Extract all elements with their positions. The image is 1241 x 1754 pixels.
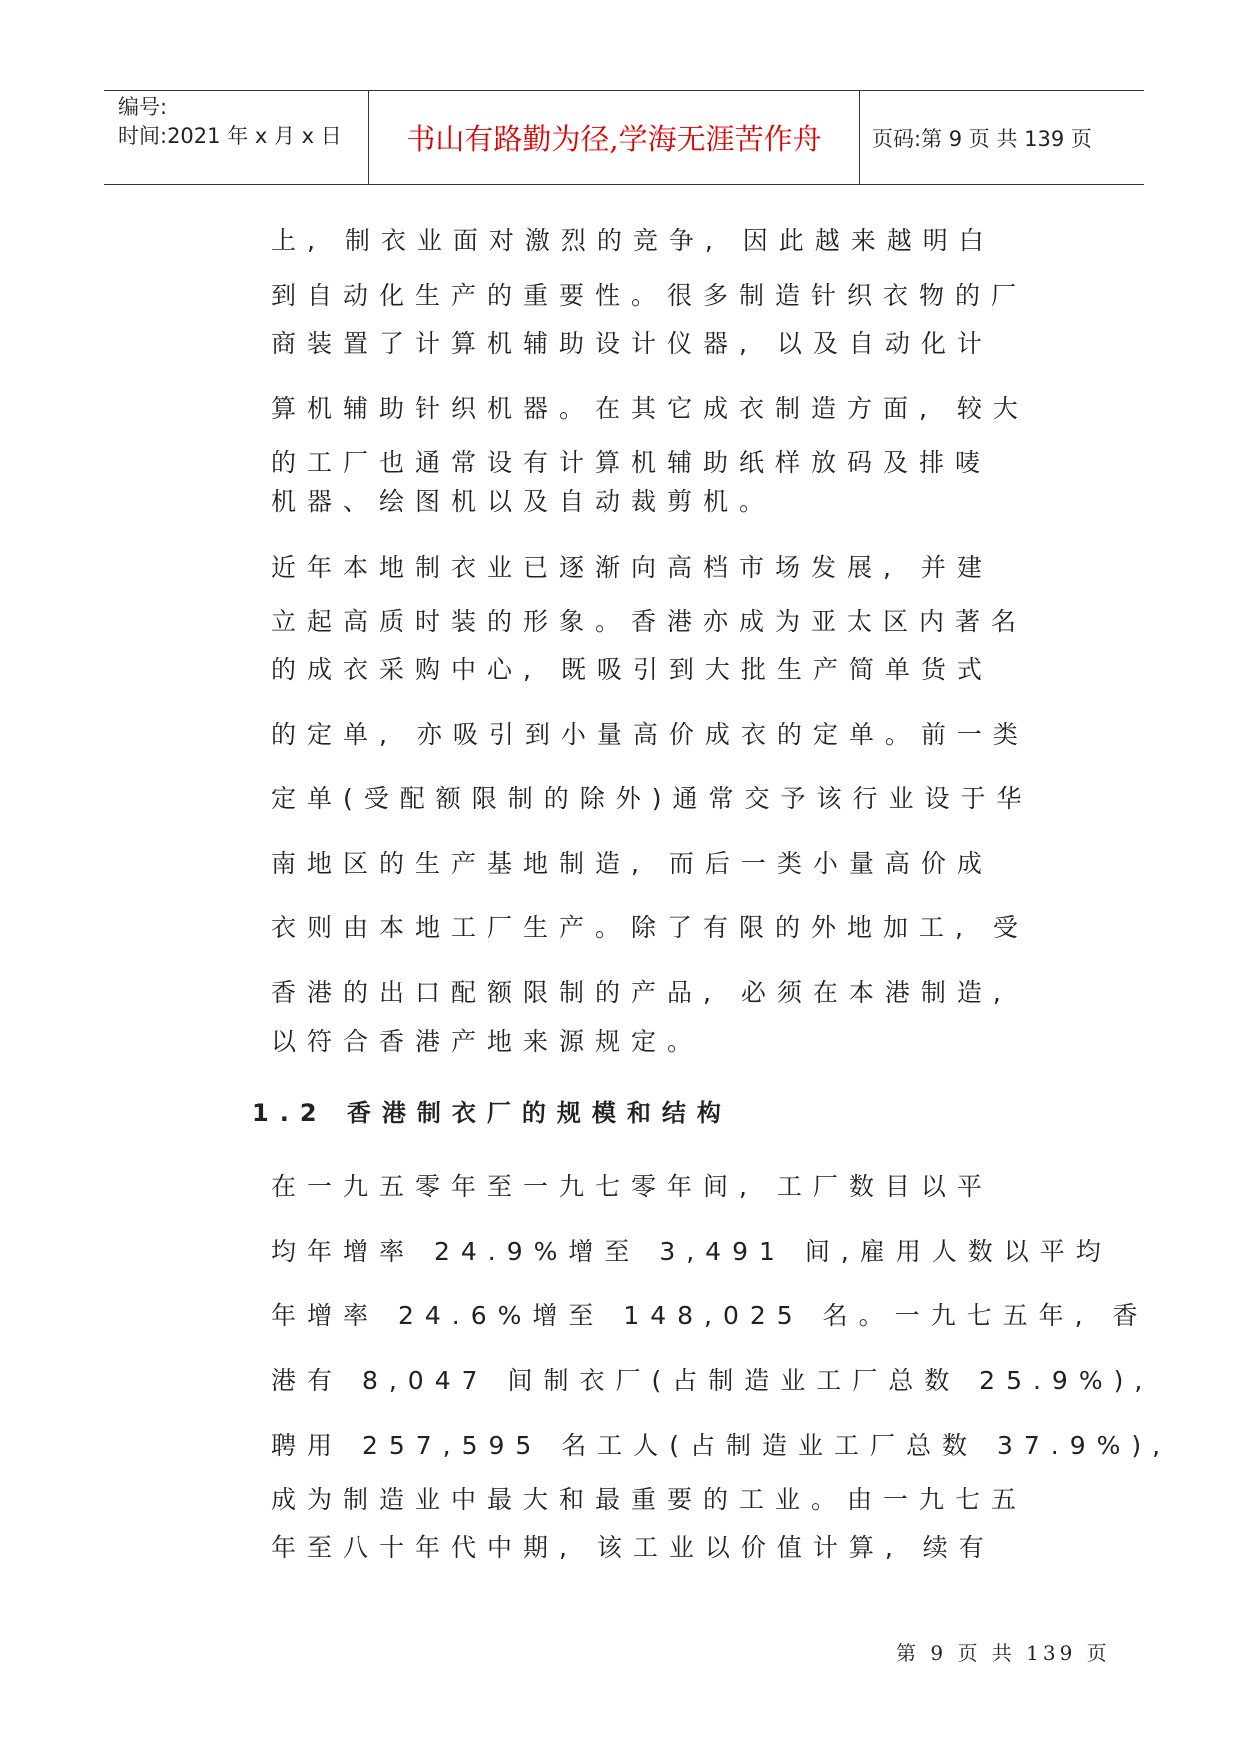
header-meta [118, 91, 358, 186]
text-line: 算机辅助针织机器。在其它成衣制造方面, 较大 [271, 394, 1029, 423]
text-line: 年增率 24.6%增至 148,025 名。一九七五年, 香 [271, 1301, 1149, 1330]
section-heading: 1.2 香港制衣厂的规模和结构 [252, 1099, 732, 1127]
text-line: 机器、绘图机以及自动裁剪机。 [271, 487, 776, 516]
text-line: 衣则由本地工厂生产。除了有限的外地加工, 受 [271, 913, 1029, 942]
text-line: 商装置了计算机辅助设计仪器, 以及自动化计 [271, 329, 993, 358]
page-footer: 第 9 页 共 139 页 [896, 1641, 1111, 1665]
header-page-info: 页码:第 9 页 共 139 页 [872, 126, 1092, 151]
text-line: 的成衣采购中心, 既吸引到大批生产简单货式 [271, 655, 993, 684]
text-line: 的工厂也通常设有计算机辅助纸样放码及排唛 [271, 448, 992, 477]
text-line: 立起高质时装的形象。香港亦成为亚太区内著名 [271, 607, 1028, 636]
text-line: 港有 8,047 间制衣厂(占制造业工厂总数 25.9%), [271, 1366, 1154, 1395]
text-line: 香港的出口配额限制的产品, 必须在本港制造, [271, 978, 1012, 1007]
text-line: 成为制造业中最大和最重要的工业。由一九七五 [271, 1485, 1028, 1514]
document-time-label: 时间:2021 年 x 月 x 日 [118, 124, 342, 148]
text-line: 到自动化生产的重要性。很多制造针织衣物的厂 [271, 281, 1028, 310]
text-line: 均年增率 24.9%增至 3,491 间,雇用人数以平均 [271, 1237, 1112, 1266]
text-line: 以符合香港产地来源规定。 [271, 1027, 704, 1056]
text-line: 的定单, 亦吸引到小量高价成衣的定单。前一类 [271, 720, 1029, 749]
document-number-label: 编号: [118, 95, 168, 119]
text-line: 南地区的生产基地制造, 而后一类小量高价成 [271, 849, 993, 878]
page-header [104, 90, 1144, 185]
text-line: 上, 制衣业面对激烈的竞争, 因此越来越明白 [271, 226, 995, 255]
text-line: 定单(受配额限制的除外)通常交予该行业设于华 [271, 784, 1033, 813]
text-line: 在一九五零年至一九七零年间, 工厂数目以平 [271, 1172, 993, 1201]
header-motto: 书山有路勤为径,学海无涯苦作舟 [368, 91, 860, 184]
text-line: 年至八十年代中期, 该工业以价值计算, 续有 [271, 1533, 995, 1562]
text-line: 近年本地制衣业已逐渐向高档市场发展, 并建 [271, 553, 993, 582]
text-line: 聘用 257,595 名工人(占制造业工厂总数 37.9%), [271, 1431, 1172, 1460]
